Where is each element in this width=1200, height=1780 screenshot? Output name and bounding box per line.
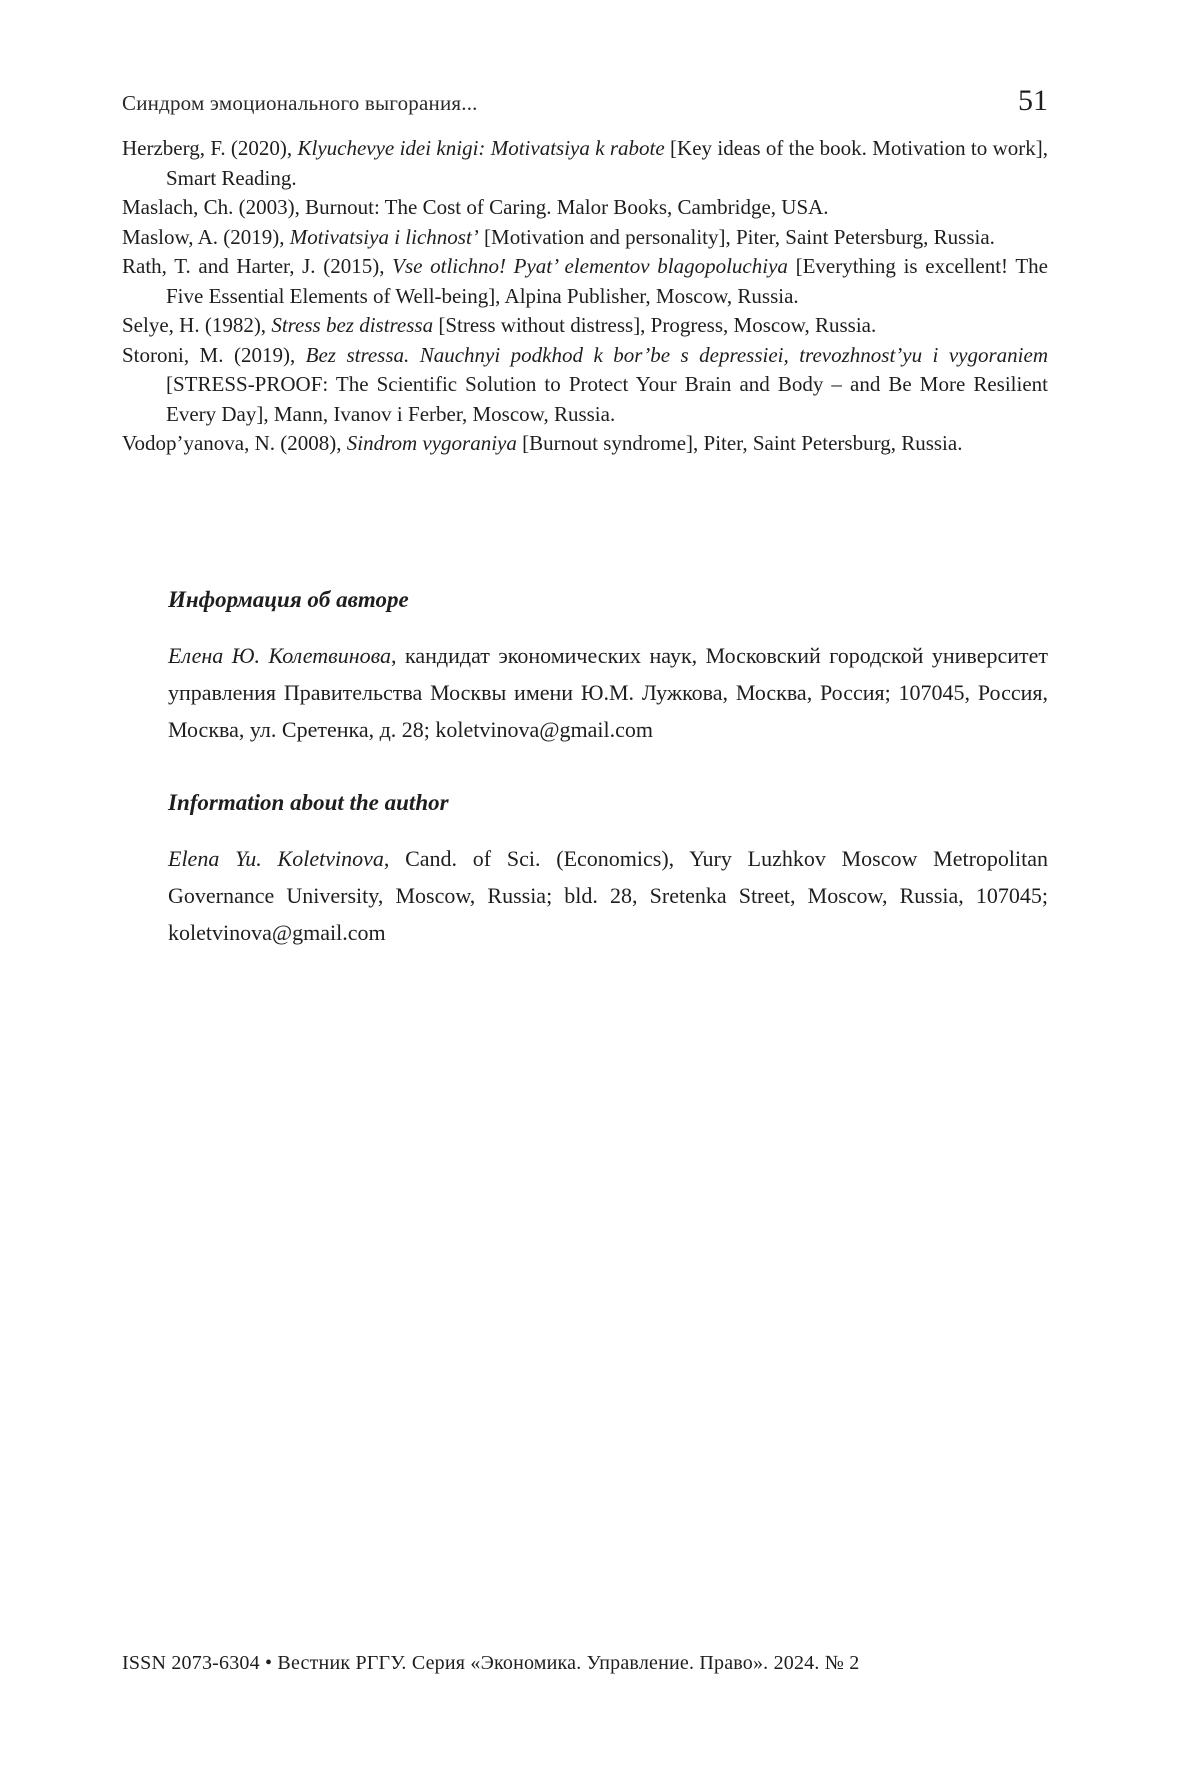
reference-entry — [122, 252, 1048, 311]
reference-entry — [122, 134, 1048, 193]
reference-entry — [122, 223, 1048, 253]
author-info-ru-section — [168, 587, 1048, 748]
author-info-en-section — [168, 790, 1048, 951]
running-head-title: Синдром эмоционального выгорания... — [122, 91, 478, 115]
author-info-en-heading: Information about the author — [168, 789, 449, 815]
ref-text: [Burnout syndrome], Piter, Saint Petersburg, Russia. — [516, 431, 963, 455]
ref-text: [STRESS-PROOF: The Scientific Solution to Protect Your Brain and Body – and Be More Resilient Every Day], Mann, Ivanov i Ferber, Moscow, Russia. — [166, 372, 1048, 426]
ref-title: Motivatsiya i lichnost’ — [289, 224, 479, 249]
ref-text: Maslow, A. (2019), — [122, 224, 290, 249]
reference-entry — [122, 193, 1048, 223]
ref-text: Maslach, Ch. (2003), Burnout: The Cost of Caring. Malor Books, Cambridge, USA. — [122, 195, 829, 219]
ref-text: Vodop’yanova, N. (2008), — [122, 431, 347, 455]
ref-text: [Motivation and personality], Piter, Saint Petersburg, Russia. — [478, 224, 995, 249]
journal-footer — [122, 1652, 859, 1675]
running-header — [122, 84, 1048, 118]
author-info-en-paragraph — [168, 840, 1048, 951]
author-name-ru: Елена Ю. Колетвинова — [168, 642, 392, 668]
ref-text: Herzberg, F. (2020), — [122, 136, 298, 160]
ref-text: Storoni, M. (2019), — [122, 342, 306, 367]
author-info-ru-heading: Информация об авторе — [168, 586, 409, 612]
ref-title: Vse otlichno! Pyat’ elementov blagopoluchiya — [392, 254, 788, 278]
reference-entry — [122, 341, 1048, 430]
ref-title: Sindrom vygoraniya — [346, 431, 517, 455]
author-name-en: Elena Yu. Koletvinova — [168, 845, 384, 871]
ref-title: Klyuchevye idei knigi: Motivatsiya k rabote — [297, 136, 665, 160]
ref-text: [Everything is excellent! The Five Essential Elements of Well-being], Alpina Publisher, Moscow, Russia. — [166, 254, 1048, 308]
ref-text: Rath, T. and Harter, J. (2015), — [122, 254, 393, 278]
reference-entry — [122, 311, 1048, 341]
page-number: 51 — [1018, 84, 1048, 117]
author-details-en: , Cand. of Sci. (Economics), Yury Luzhkov Moscow Metropolitan Governance University, Moscow, Russia; bld. 28, Sretenka Street, Moscow, Russia, 107045; koletvinova@gmail.com — [168, 845, 1048, 945]
ref-text: [Stress without distress], Progress, Moscow, Russia. — [433, 313, 877, 337]
ref-text: [Key ideas of the book. Motivation to work], Smart Reading. — [166, 136, 1048, 190]
footer-issn-line: ISSN 2073-6304 • Вестник РГГУ. Серия «Экономика. Управление. Право». 2024. № 2 — [122, 1652, 860, 1674]
ref-text: Selye, H. (1982), — [122, 313, 272, 337]
ref-title: Stress bez distressa — [271, 313, 434, 337]
author-info-ru-paragraph — [168, 637, 1048, 748]
reference-entry — [122, 429, 1048, 459]
author-details-ru: , кандидат экономических наук, Московский городской университет управления Правительства Москвы имени Ю.М. Лужкова, Москва, Россия; 107045, Россия, Москва, ул. Сретенка, д. 28; koletvinova@gmail.com — [168, 642, 1048, 742]
ref-title: Bez stressa. Nauchnyi podkhod k bor’be s depressiei, trevozhnost’yu i vygoraniem — [305, 342, 1048, 367]
references-list — [122, 134, 1048, 459]
